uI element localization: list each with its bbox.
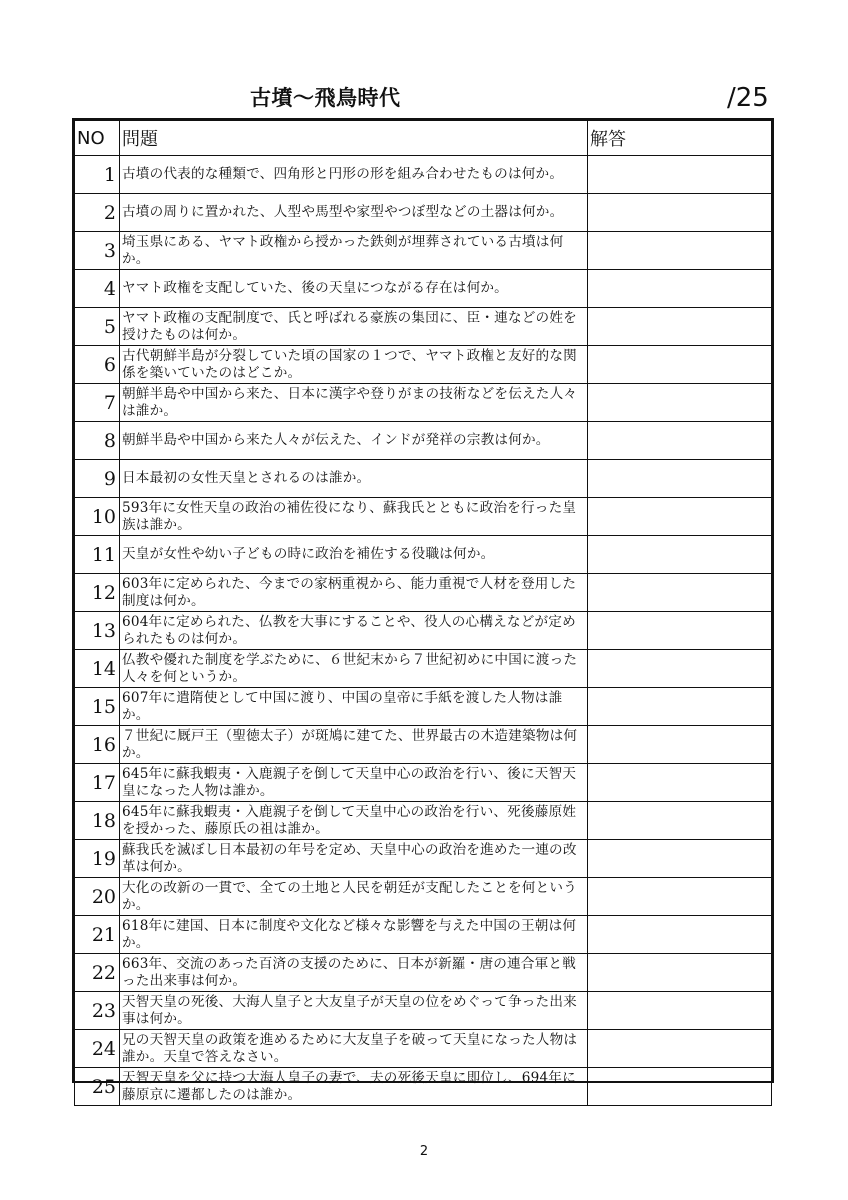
answer-cell[interactable] [588,346,772,384]
question-text: 埼玉県にある、ヤマト政権から授かった鉄剣が埋葬されている古墳は何か。 [120,232,588,270]
score-total: /25 [727,83,769,113]
question-number: 24 [75,1030,120,1068]
question-number: 4 [75,270,120,308]
question-text: ヤマト政権の支配制度で、氏と呼ばれる豪族の集団に、臣・連などの姓を授けたものは何か。 [120,308,588,346]
table-row [75,460,772,498]
question-text: 663年、交流のあった百済の支援のために、日本が新羅・唐の連合軍と戦った出来事は何か。 [120,954,588,992]
answer-cell[interactable] [588,270,772,308]
question-number: 18 [75,802,120,840]
question-number: 5 [75,308,120,346]
table-row [75,346,772,384]
question-text: 645年に蘇我蝦夷・入鹿親子を倒して天皇中心の政治を行い、後に天智天皇になった人物は誰か。 [120,764,588,802]
table-row [75,498,772,536]
answer-cell[interactable] [588,916,772,954]
answer-cell[interactable] [588,194,772,232]
table-row [75,1030,772,1068]
answer-cell[interactable] [588,954,772,992]
answer-cell[interactable] [588,384,772,422]
header-no: NO [75,121,120,156]
answer-cell[interactable] [588,688,772,726]
question-text: 天智天皇を父に持つ大海人皇子の妻で、夫の死後天皇に即位し、694年に藤原京に遷都したのは誰か。 [120,1068,588,1106]
question-text: 604年に定められた、仏教を大事にすることや、役人の心構えなどが定められたものは何か。 [120,612,588,650]
question-text: 兄の天智天皇の政策を進めるために大友皇子を破って天皇になった人物は誰か。天皇で答えなさい。 [120,1030,588,1068]
question-text: 朝鮮半島や中国から来た人々が伝えた、インドが発祥の宗教は何か。 [120,422,588,460]
question-number: 21 [75,916,120,954]
question-number: 11 [75,536,120,574]
answer-cell[interactable] [588,460,772,498]
question-sheet [72,118,774,1103]
table-row [75,270,772,308]
question-number: 3 [75,232,120,270]
question-number: 17 [75,764,120,802]
question-number: 22 [75,954,120,992]
question-table [74,120,772,1106]
page-number: 2 [419,1144,429,1159]
table-row [75,384,772,422]
answer-cell[interactable] [588,574,772,612]
question-text: 仏教や優れた制度を学ぶために、６世紀末から７世紀初めに中国に渡った人々を何というか。 [120,650,588,688]
table-row [75,308,772,346]
table-row [75,232,772,270]
table-row [75,840,772,878]
question-number: 12 [75,574,120,612]
answer-cell[interactable] [588,840,772,878]
table-row [75,574,772,612]
question-number: 20 [75,878,120,916]
question-number: 2 [75,194,120,232]
table-row [75,992,772,1030]
question-text: 618年に建国、日本に制度や文化など様々な影響を与えた中国の王朝は何か。 [120,916,588,954]
page-title: 古墳〜飛鳥時代 [250,86,401,110]
question-text: 593年に女性天皇の政治の補佐役になり、蘇我氏とともに政治を行った皇族は誰か。 [120,498,588,536]
table-row [75,916,772,954]
question-number: 25 [75,1068,120,1106]
question-number: 13 [75,612,120,650]
table-body [75,156,772,1106]
question-text: 古墳の代表的な種類で、四角形と円形の形を組み合わせたものは何か。 [120,156,588,194]
question-number: 23 [75,992,120,1030]
question-text: 古代朝鮮半島が分裂していた頃の国家の１つで、ヤマト政権と友好的な関係を築いていたのはどこか。 [120,346,588,384]
question-number: 19 [75,840,120,878]
question-number: 15 [75,688,120,726]
table-header-row [75,121,772,156]
question-text: 603年に定められた、今までの家柄重視から、能力重視で人材を登用した制度は何か。 [120,574,588,612]
table-row [75,1068,772,1106]
table-row [75,802,772,840]
answer-cell[interactable] [588,232,772,270]
table-row [75,650,772,688]
question-text: 蘇我氏を滅ぼし日本最初の年号を定め、天皇中心の政治を進めた一連の改革は何か。 [120,840,588,878]
question-number: 16 [75,726,120,764]
question-text: 645年に蘇我蝦夷・入鹿親子を倒して天皇中心の政治を行い、死後藤原姓を授かった、藤原氏の祖は誰か。 [120,802,588,840]
table-row [75,954,772,992]
question-number: 7 [75,384,120,422]
table-row [75,612,772,650]
answer-cell[interactable] [588,726,772,764]
header-question: 問題 [120,121,588,156]
answer-cell[interactable] [588,1030,772,1068]
table-row [75,194,772,232]
answer-cell[interactable] [588,992,772,1030]
header-answer: 解答 [588,121,772,156]
question-text: 天智天皇の死後、大海人皇子と大友皇子が天皇の位をめぐって争った出来事は何か。 [120,992,588,1030]
table-row [75,764,772,802]
table-row [75,878,772,916]
question-text: 大化の改新の一貫で、全ての土地と人民を朝廷が支配したことを何というか。 [120,878,588,916]
question-text: ヤマト政権を支配していた、後の天皇につながる存在は何か。 [120,270,588,308]
table-row [75,156,772,194]
answer-cell[interactable] [588,878,772,916]
question-number: 14 [75,650,120,688]
question-text: 古墳の周りに置かれた、人型や馬型や家型やつぼ型などの土器は何か。 [120,194,588,232]
question-number: 1 [75,156,120,194]
question-number: 6 [75,346,120,384]
answer-cell[interactable] [588,536,772,574]
question-text: 朝鮮半島や中国から来た、日本に漢字や登りがまの技術などを伝えた人々は誰か。 [120,384,588,422]
table-row [75,726,772,764]
question-text: 607年に遣隋使として中国に渡り、中国の皇帝に手紙を渡した人物は誰か。 [120,688,588,726]
question-text: ７世紀に厩戸王（聖徳太子）が斑鳩に建てた、世界最古の木造建築物は何か。 [120,726,588,764]
answer-cell[interactable] [588,612,772,650]
answer-cell[interactable] [588,650,772,688]
answer-cell[interactable] [588,764,772,802]
answer-cell[interactable] [588,156,772,194]
question-text: 日本最初の女性天皇とされるのは誰か。 [120,460,588,498]
answer-cell[interactable] [588,1068,772,1106]
answer-cell[interactable] [588,422,772,460]
question-number: 8 [75,422,120,460]
question-number: 10 [75,498,120,536]
answer-cell[interactable] [588,308,772,346]
question-text: 天皇が女性や幼い子どもの時に政治を補佐する役職は何か。 [120,536,588,574]
answer-cell[interactable] [588,498,772,536]
table-row [75,688,772,726]
answer-cell[interactable] [588,802,772,840]
table-row [75,422,772,460]
table-row [75,536,772,574]
question-number: 9 [75,460,120,498]
